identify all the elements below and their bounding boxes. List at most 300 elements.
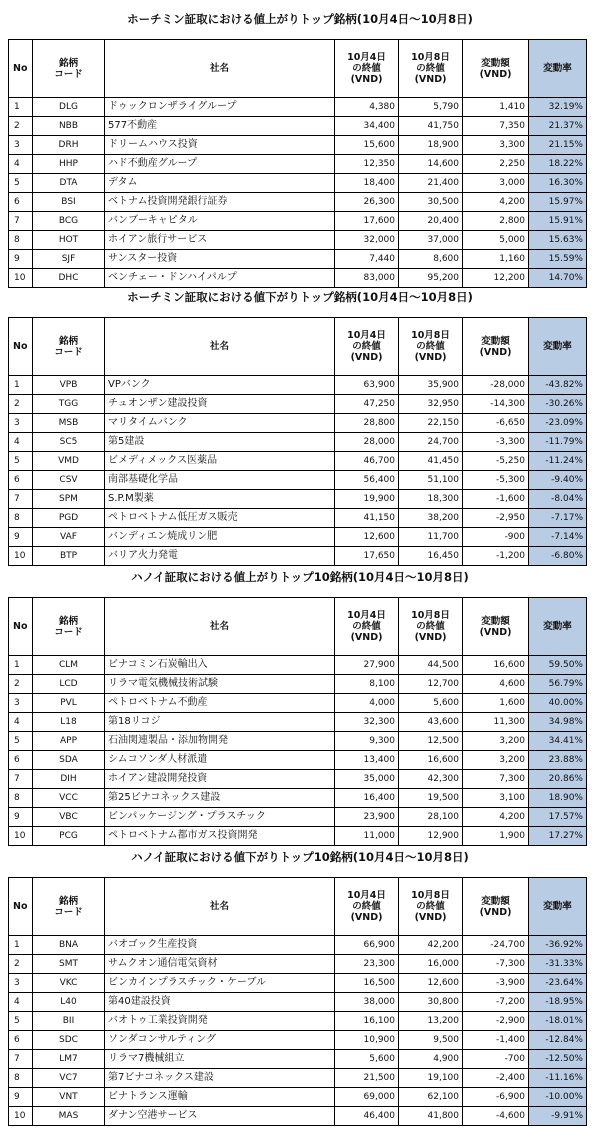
ranking-table — [8, 877, 587, 1126]
cell-no: 2 — [9, 117, 33, 136]
ranking-table — [8, 597, 587, 846]
header-text-line: 社名 — [209, 341, 229, 352]
table-row — [9, 1012, 587, 1031]
cell-close-oct8: 8,600 — [399, 250, 463, 269]
table-row — [9, 770, 587, 789]
cell-change: -7,200 — [463, 993, 529, 1012]
header-text-line: 社名 — [209, 901, 229, 912]
cell-company-name: ベンチェー・ドンハイパルプ — [105, 269, 335, 288]
header-text-line: の終値 — [416, 341, 445, 352]
header-text-line: 10月8日 — [411, 330, 450, 341]
cell-close-oct4: 63,900 — [335, 376, 399, 395]
cell-close-oct8: 13,200 — [399, 1012, 463, 1031]
cell-no: 3 — [9, 414, 33, 433]
cell-rate: 20.86% — [529, 770, 587, 789]
cell-close-oct8: 20,400 — [399, 212, 463, 231]
cell-no: 9 — [9, 1088, 33, 1107]
cell-no: 10 — [9, 827, 33, 846]
header-text-line: 10月4日 — [347, 330, 386, 341]
cell-close-oct8: 95,200 — [399, 269, 463, 288]
cell-close-oct4: 17,600 — [335, 212, 399, 231]
header-text-line: (VND) — [479, 626, 512, 638]
cell-close-oct8: 30,500 — [399, 193, 463, 212]
cell-change: -5,250 — [463, 452, 529, 471]
header-text-line: 変動額 — [481, 895, 510, 907]
header-text-line: No — [13, 341, 28, 352]
header-no — [9, 598, 33, 656]
cell-company-name: ビンパッケージング・プラスチック — [105, 808, 335, 827]
cell-company-name: ベトナム投資開発銀行証券 — [105, 193, 335, 212]
cell-close-oct4: 23,900 — [335, 808, 399, 827]
cell-company-name: サムクオン通信電気資材 — [105, 955, 335, 974]
cell-close-oct4: 10,900 — [335, 1031, 399, 1050]
cell-close-oct8: 12,500 — [399, 732, 463, 751]
cell-change: 3,100 — [463, 789, 529, 808]
cell-change: 4,600 — [463, 675, 529, 694]
cell-close-oct4: 27,900 — [335, 656, 399, 675]
cell-rate: 15.97% — [529, 193, 587, 212]
header-text-line: の終値 — [352, 341, 381, 352]
header-change — [463, 40, 529, 98]
cell-code: MSB — [33, 414, 105, 433]
cell-code: VC7 — [33, 1069, 105, 1088]
cell-close-oct8: 16,450 — [399, 547, 463, 566]
cell-close-oct4: 69,000 — [335, 1088, 399, 1107]
cell-change: -24,700 — [463, 936, 529, 955]
header-text-line: (VND) — [350, 912, 383, 923]
table-row — [9, 174, 587, 193]
header-text-line: (VND) — [350, 74, 383, 85]
table-row — [9, 827, 587, 846]
cell-no: 7 — [9, 770, 33, 789]
header-text-line: 変動額 — [481, 615, 510, 627]
cell-rate: -18.95% — [529, 993, 587, 1012]
cell-close-oct8: 16,600 — [399, 751, 463, 770]
table-row — [9, 675, 587, 694]
cell-rate: 16.30% — [529, 174, 587, 193]
header-text-line: 10月4日 — [347, 890, 386, 901]
cell-rate: 56.79% — [529, 675, 587, 694]
cell-rate: -9.91% — [529, 1107, 587, 1126]
cell-company-name: 第25ビナコネックス建設 — [105, 789, 335, 808]
cell-change: 2,250 — [463, 155, 529, 174]
cell-change: -2,950 — [463, 509, 529, 528]
cell-rate: -31.33% — [529, 955, 587, 974]
header-change — [463, 878, 529, 936]
cell-close-oct4: 47,250 — [335, 395, 399, 414]
cell-no: 5 — [9, 174, 33, 193]
cell-close-oct8: 30,800 — [399, 993, 463, 1012]
header-no — [9, 318, 33, 376]
cell-rate: 21.37% — [529, 117, 587, 136]
cell-no: 4 — [9, 433, 33, 452]
header-text-line: No — [13, 901, 28, 912]
header-close-oct4 — [335, 598, 399, 656]
table-row — [9, 376, 587, 395]
table-row — [9, 250, 587, 269]
cell-no: 6 — [9, 751, 33, 770]
cell-code: PCG — [33, 827, 105, 846]
cell-no: 6 — [9, 193, 33, 212]
cell-company-name: ビンカインプラスチック・ケーブル — [105, 974, 335, 993]
cell-change: 7,350 — [463, 117, 529, 136]
header-code — [33, 318, 105, 376]
table-row — [9, 395, 587, 414]
table-row — [9, 452, 587, 471]
cell-no: 10 — [9, 269, 33, 288]
table-row — [9, 98, 587, 117]
header-text-line: No — [13, 63, 28, 74]
cell-close-oct8: 18,300 — [399, 490, 463, 509]
cell-close-oct8: 18,900 — [399, 136, 463, 155]
cell-code: DHC — [33, 269, 105, 288]
cell-code: BSI — [33, 193, 105, 212]
cell-close-oct4: 41,150 — [335, 509, 399, 528]
cell-code: SMT — [33, 955, 105, 974]
cell-close-oct4: 12,600 — [335, 528, 399, 547]
table-row — [9, 155, 587, 174]
header-text-line: 変動率 — [543, 63, 572, 74]
cell-code: CLM — [33, 656, 105, 675]
cell-rate: 32.19% — [529, 98, 587, 117]
cell-rate: -11.16% — [529, 1069, 587, 1088]
header-close-oct8 — [399, 598, 463, 656]
header-text-line: 10月4日 — [347, 610, 386, 621]
cell-close-oct8: 32,950 — [399, 395, 463, 414]
cell-rate: 34.98% — [529, 713, 587, 732]
table-row — [9, 547, 587, 566]
cell-no: 8 — [9, 231, 33, 250]
cell-rate: -43.82% — [529, 376, 587, 395]
cell-close-oct8: 19,500 — [399, 789, 463, 808]
header-change — [463, 318, 529, 376]
header-name — [105, 598, 335, 656]
cell-rate: -8.04% — [529, 490, 587, 509]
cell-close-oct4: 46,700 — [335, 452, 399, 471]
cell-company-name: 第5建設 — [105, 433, 335, 452]
header-text-line: の終値 — [416, 901, 445, 912]
cell-rate: 21.15% — [529, 136, 587, 155]
cell-close-oct4: 9,300 — [335, 732, 399, 751]
cell-close-oct8: 35,900 — [399, 376, 463, 395]
header-text-line: の終値 — [352, 621, 381, 632]
cell-close-oct8: 42,300 — [399, 770, 463, 789]
cell-rate: -36.92% — [529, 936, 587, 955]
table-row — [9, 1088, 587, 1107]
cell-company-name: S.P.M製薬 — [105, 490, 335, 509]
cell-code: CSV — [33, 471, 105, 490]
header-text-line: No — [13, 621, 28, 632]
cell-code: BNA — [33, 936, 105, 955]
header-row — [9, 598, 587, 656]
cell-rate: -7.17% — [529, 509, 587, 528]
cell-company-name: VPバンク — [105, 376, 335, 395]
header-close-oct8 — [399, 878, 463, 936]
cell-rate: 15.63% — [529, 231, 587, 250]
cell-close-oct8: 44,500 — [399, 656, 463, 675]
cell-close-oct4: 28,800 — [335, 414, 399, 433]
cell-company-name: デタム — [105, 174, 335, 193]
cell-change: 7,300 — [463, 770, 529, 789]
cell-close-oct8: 9,500 — [399, 1031, 463, 1050]
header-text-line: 変動額 — [481, 57, 510, 69]
header-close-oct8 — [399, 40, 463, 98]
cell-no: 8 — [9, 509, 33, 528]
table-row — [9, 789, 587, 808]
header-rate — [529, 40, 587, 98]
cell-change: -7,300 — [463, 955, 529, 974]
cell-close-oct8: 5,790 — [399, 98, 463, 117]
section-title: ハノイ証取における値下がりトップ10銘柄(10月4日〜10月8日) — [131, 850, 469, 864]
cell-code: HOT — [33, 231, 105, 250]
table-row — [9, 136, 587, 155]
cell-close-oct8: 43,600 — [399, 713, 463, 732]
cell-code: TGG — [33, 395, 105, 414]
header-text-line: の終値 — [352, 63, 381, 74]
table-row — [9, 713, 587, 732]
cell-change: -6,650 — [463, 414, 529, 433]
cell-change: 3,200 — [463, 732, 529, 751]
cell-change: -2,400 — [463, 1069, 529, 1088]
cell-code: DRH — [33, 136, 105, 155]
cell-code: L40 — [33, 993, 105, 1012]
table-row — [9, 656, 587, 675]
header-text-line: 銘柄 — [58, 615, 78, 627]
header-change — [463, 598, 529, 656]
table-row — [9, 974, 587, 993]
cell-no: 1 — [9, 98, 33, 117]
cell-close-oct4: 66,900 — [335, 936, 399, 955]
cell-company-name: ホイアン建設開発投資 — [105, 770, 335, 789]
cell-close-oct4: 18,400 — [335, 174, 399, 193]
cell-rate: -12.84% — [529, 1031, 587, 1050]
header-code — [33, 598, 105, 656]
cell-rate: 15.91% — [529, 212, 587, 231]
cell-close-oct8: 41,750 — [399, 117, 463, 136]
cell-close-oct8: 42,200 — [399, 936, 463, 955]
cell-company-name: ホイアン旅行サービス — [105, 231, 335, 250]
cell-close-oct8: 62,100 — [399, 1088, 463, 1107]
cell-no: 2 — [9, 395, 33, 414]
cell-close-oct8: 41,450 — [399, 452, 463, 471]
cell-company-name: ダナン空港サービス — [105, 1107, 335, 1126]
cell-close-oct8: 12,700 — [399, 675, 463, 694]
cell-no: 4 — [9, 713, 33, 732]
cell-close-oct4: 16,400 — [335, 789, 399, 808]
header-code — [33, 878, 105, 936]
cell-company-name: バンディエン焼成リン肥 — [105, 528, 335, 547]
header-no — [9, 40, 33, 98]
header-text-line: 銘柄 — [58, 895, 78, 907]
cell-close-oct4: 34,400 — [335, 117, 399, 136]
cell-company-name: 第40建設投資 — [105, 993, 335, 1012]
cell-close-oct8: 4,900 — [399, 1050, 463, 1069]
cell-close-oct4: 56,400 — [335, 471, 399, 490]
cell-company-name: バオトゥ工業投資開発 — [105, 1012, 335, 1031]
cell-change: -1,400 — [463, 1031, 529, 1050]
header-text-line: (VND) — [414, 74, 447, 85]
cell-close-oct4: 21,500 — [335, 1069, 399, 1088]
cell-code: VBC — [33, 808, 105, 827]
cell-company-name: 第18リコジ — [105, 713, 335, 732]
cell-company-name: ビメディメックス医薬品 — [105, 452, 335, 471]
cell-company-name: 南部基礎化学品 — [105, 471, 335, 490]
cell-company-name: バオゴック生産投資 — [105, 936, 335, 955]
cell-company-name: リラマ7機械組立 — [105, 1050, 335, 1069]
cell-company-name: ビナトランス運輸 — [105, 1088, 335, 1107]
cell-change: -3,300 — [463, 433, 529, 452]
cell-close-oct4: 16,500 — [335, 974, 399, 993]
cell-code: SDC — [33, 1031, 105, 1050]
cell-change: 16,600 — [463, 656, 529, 675]
cell-company-name: ドゥックロンザライグループ — [105, 98, 335, 117]
header-close-oct4 — [335, 878, 399, 936]
cell-code: LM7 — [33, 1050, 105, 1069]
cell-no: 3 — [9, 974, 33, 993]
cell-close-oct4: 23,300 — [335, 955, 399, 974]
ranking-table — [8, 39, 587, 288]
table-row — [9, 528, 587, 547]
cell-close-oct8: 24,700 — [399, 433, 463, 452]
cell-code: BTP — [33, 547, 105, 566]
cell-close-oct4: 5,600 — [335, 1050, 399, 1069]
cell-no: 7 — [9, 1050, 33, 1069]
cell-code: HHP — [33, 155, 105, 174]
cell-rate: -7.14% — [529, 528, 587, 547]
table-row — [9, 694, 587, 713]
cell-company-name: マリタイムバンク — [105, 414, 335, 433]
cell-change: 1,600 — [463, 694, 529, 713]
cell-no: 4 — [9, 155, 33, 174]
cell-no: 3 — [9, 136, 33, 155]
cell-company-name: サンスター投資 — [105, 250, 335, 269]
header-text-line: コード — [54, 68, 83, 80]
header-text-line: 変動率 — [543, 621, 572, 632]
cell-close-oct8: 28,100 — [399, 808, 463, 827]
cell-change: 11,300 — [463, 713, 529, 732]
cell-code: SDA — [33, 751, 105, 770]
cell-rate: 34.41% — [529, 732, 587, 751]
header-text-line: 10月4日 — [347, 52, 386, 63]
cell-code: DIH — [33, 770, 105, 789]
cell-code: L18 — [33, 713, 105, 732]
cell-close-oct4: 4,380 — [335, 98, 399, 117]
cell-rate: -18.01% — [529, 1012, 587, 1031]
table-row — [9, 117, 587, 136]
cell-code: SPM — [33, 490, 105, 509]
cell-change: 4,200 — [463, 808, 529, 827]
cell-rate: -12.50% — [529, 1050, 587, 1069]
cell-change: 2,800 — [463, 212, 529, 231]
cell-code: DLG — [33, 98, 105, 117]
section-title: ハノイ証取における値上がりトップ10銘柄(10月4日〜10月8日) — [131, 570, 469, 584]
header-close-oct4 — [335, 318, 399, 376]
cell-close-oct4: 46,400 — [335, 1107, 399, 1126]
header-text-line: 変動率 — [543, 901, 572, 912]
cell-change: -1,200 — [463, 547, 529, 566]
header-text-line: 変動額 — [481, 335, 510, 347]
cell-code: MAS — [33, 1107, 105, 1126]
cell-change: 4,200 — [463, 193, 529, 212]
cell-close-oct8: 12,900 — [399, 827, 463, 846]
header-text-line: (VND) — [414, 912, 447, 923]
cell-close-oct4: 32,300 — [335, 713, 399, 732]
cell-rate: -11.79% — [529, 433, 587, 452]
cell-no: 3 — [9, 694, 33, 713]
cell-company-name: バリア火力発電 — [105, 547, 335, 566]
cell-company-name: シムコソンダ人材派遣 — [105, 751, 335, 770]
cell-close-oct4: 11,000 — [335, 827, 399, 846]
cell-rate: -6.80% — [529, 547, 587, 566]
table-row — [9, 1050, 587, 1069]
ranking-table — [8, 317, 587, 566]
cell-rate: 18.90% — [529, 789, 587, 808]
cell-no: 10 — [9, 1107, 33, 1126]
table-row — [9, 1031, 587, 1050]
header-text-line: (VND) — [414, 632, 447, 643]
cell-change: 1,900 — [463, 827, 529, 846]
cell-company-name: ペトロベトナム都市ガス投資開発 — [105, 827, 335, 846]
cell-close-oct4: 28,000 — [335, 433, 399, 452]
table-row — [9, 993, 587, 1012]
cell-code: NBB — [33, 117, 105, 136]
cell-no: 5 — [9, 732, 33, 751]
cell-rate: -30.26% — [529, 395, 587, 414]
cell-rate: -9.40% — [529, 471, 587, 490]
table-row — [9, 212, 587, 231]
cell-change: 3,300 — [463, 136, 529, 155]
header-text-line: コード — [54, 626, 83, 638]
cell-company-name: チュオンザン建設投資 — [105, 395, 335, 414]
cell-no: 9 — [9, 250, 33, 269]
cell-code: SC5 — [33, 433, 105, 452]
cell-close-oct8: 14,600 — [399, 155, 463, 174]
cell-no: 5 — [9, 452, 33, 471]
table-row — [9, 732, 587, 751]
cell-close-oct8: 12,600 — [399, 974, 463, 993]
cell-change: -5,300 — [463, 471, 529, 490]
header-text-line: 社名 — [209, 63, 229, 74]
cell-code: PVL — [33, 694, 105, 713]
cell-change: -2,900 — [463, 1012, 529, 1031]
header-rate — [529, 598, 587, 656]
cell-rate: -23.09% — [529, 414, 587, 433]
table-row — [9, 231, 587, 250]
cell-change: -14,300 — [463, 395, 529, 414]
table-row — [9, 1107, 587, 1126]
table-row — [9, 955, 587, 974]
table-row — [9, 471, 587, 490]
header-row — [9, 318, 587, 376]
cell-close-oct4: 32,000 — [335, 231, 399, 250]
header-text-line: 10月8日 — [411, 890, 450, 901]
header-text-line: 変動率 — [543, 341, 572, 352]
cell-code: BCG — [33, 212, 105, 231]
header-close-oct8 — [399, 318, 463, 376]
cell-close-oct4: 17,650 — [335, 547, 399, 566]
cell-close-oct8: 19,100 — [399, 1069, 463, 1088]
cell-no: 1 — [9, 376, 33, 395]
cell-code: BII — [33, 1012, 105, 1031]
header-text-line: 銘柄 — [58, 57, 78, 69]
cell-rate: 23.88% — [529, 751, 587, 770]
table-row — [9, 808, 587, 827]
cell-company-name: ペトロベトナム低圧ガス販売 — [105, 509, 335, 528]
header-text-line: の終値 — [416, 63, 445, 74]
cell-change: -900 — [463, 528, 529, 547]
cell-code: VPB — [33, 376, 105, 395]
cell-close-oct4: 38,000 — [335, 993, 399, 1012]
